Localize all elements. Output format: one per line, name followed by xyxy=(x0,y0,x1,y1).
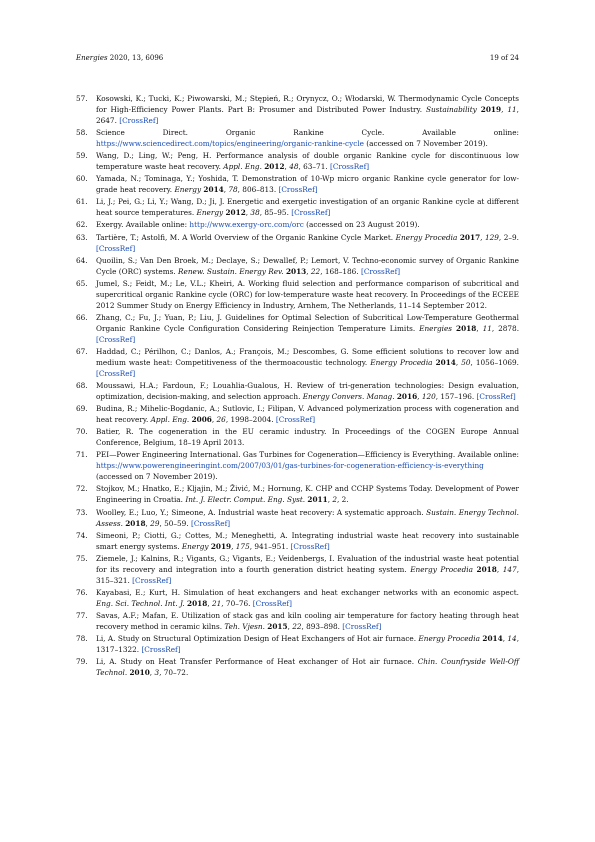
reference-source: Energy xyxy=(181,541,209,551)
reference-source: 120 xyxy=(421,392,436,402)
reference-text: Quoilin, S.; Van Den Broek, M.; Declaye, S.; Dewallef, P.; Lemort, V. Techno-economic survey of Organic Rankine Cycle (ORC) systems. xyxy=(96,255,519,276)
reference-item xyxy=(76,232,519,254)
reference-number: 59. xyxy=(76,151,88,161)
reference-text: , xyxy=(502,633,508,643)
reference-source: 22 xyxy=(292,621,302,631)
reference-number: 76. xyxy=(76,587,88,597)
reference-text: , xyxy=(306,266,311,276)
reference-text: (accessed on 7 November 2019). xyxy=(363,139,488,149)
reference-text: , xyxy=(145,518,151,528)
reference-item xyxy=(76,403,519,425)
journal-citation xyxy=(76,54,163,62)
reference-list xyxy=(76,93,519,679)
reference-item xyxy=(76,312,519,345)
reference-item xyxy=(76,426,519,448)
reference-number: 58. xyxy=(76,128,88,138)
reference-source: Energy xyxy=(196,208,224,218)
reference-source: Energy Procedia xyxy=(410,564,473,574)
reference-year: 2016 xyxy=(396,392,418,402)
reference-item xyxy=(76,173,519,195)
reference-number: 57. xyxy=(76,94,88,103)
reference-text: , 1998–2004. xyxy=(225,415,276,425)
reference-number: 66. xyxy=(76,312,88,322)
reference-number: 60. xyxy=(76,174,88,184)
crossref-link[interactable]: [CrossRef] xyxy=(476,392,516,402)
reference-text: , 1317–1322. xyxy=(96,633,520,654)
reference-text: , 1056–1069. xyxy=(470,357,519,367)
reference-text: Jumel, S.; Feidt, M.; Le, V.L.; Kheiri, A. Working fluid selection and performance comparison of subcritical and supercritical organic Rankine cycle (ORC) for low-temperature waste heat recovery. In Proceedings of the ECEEE 2012 Summer Study on Energy Efficiency in Industry, Arnhem, The Netherlands, 11–14 September 2012. xyxy=(96,278,519,310)
reference-source: Energy Convers. Manag. xyxy=(302,392,395,402)
reference-number: 65. xyxy=(76,278,88,288)
reference-year: 2006 xyxy=(191,415,212,425)
reference-item xyxy=(76,587,519,609)
reference-number: 64. xyxy=(76,255,88,265)
reference-number: 68. xyxy=(76,381,88,391)
reference-source: Int. J. Electr. Comput. Eng. Syst. xyxy=(185,495,306,505)
journal-name: Energies xyxy=(76,54,108,62)
reference-text: , xyxy=(455,357,462,367)
crossref-link[interactable]: [CrossRef] xyxy=(275,415,316,425)
crossref-link[interactable]: [CrossRef] xyxy=(141,644,181,654)
reference-year: 2010 xyxy=(129,668,150,678)
reference-text: Science Direct. Organic Rankine Cycle. Available online: xyxy=(96,128,519,138)
reference-source: 21 xyxy=(211,598,222,608)
reference-text: PEI—Power Engineering International. Gas Turbines for Cogeneration—Efficiency is Everything. Available online: xyxy=(96,450,519,460)
reference-number: 70. xyxy=(76,427,88,437)
reference-source: 129 xyxy=(484,232,499,242)
crossref-link[interactable]: [CrossRef] xyxy=(96,243,136,253)
reference-source: Energy Procedia xyxy=(418,633,480,643)
reference-item xyxy=(76,530,519,552)
crossref-link[interactable]: [CrossRef] xyxy=(252,598,292,608)
reference-source: 11 xyxy=(507,105,517,114)
reference-text: , xyxy=(476,323,483,333)
reference-text: Exergy. Available online: xyxy=(96,220,190,230)
crossref-link[interactable]: [CrossRef] xyxy=(342,621,382,631)
reference-text: Wang, D.; Ling, W.; Peng, H. Performance analysis of double organic Rankine cycle for discontinuous low temperature waste heat recovery. xyxy=(96,151,519,172)
reference-text: , xyxy=(211,415,217,425)
reference-source: Chin. Counfryside Well-Off Technol. xyxy=(96,657,519,678)
reference-text: , 168–186. xyxy=(320,266,361,276)
reference-item xyxy=(76,553,519,586)
reference-year: 2015 xyxy=(267,621,288,631)
reference-number: 67. xyxy=(76,346,88,356)
reference-source: 14 xyxy=(507,633,517,643)
page-number: 19 of 24 xyxy=(489,54,519,62)
reference-text: Budina, R.; Mihelic-Bogdanic, A.; Sutlovic, I.; Filipan, V. Advanced polymerization process with cogeneration and heat recovery. xyxy=(96,404,519,425)
reference-text: (accessed on 7 November 2019). xyxy=(96,472,218,482)
reference-source: Appl. Eng. xyxy=(223,162,262,172)
reference-item xyxy=(76,610,519,632)
reference-year: 2019 xyxy=(480,105,502,114)
journal-volume: 2020, 13, 6096 xyxy=(107,54,164,62)
crossref-link[interactable]: [CrossRef] xyxy=(360,266,401,276)
reference-text: , 63–71. xyxy=(298,162,330,172)
reference-year: 2017 xyxy=(459,232,481,242)
reference-text: Moussawi, H.A.; Fardoun, F.; Louahlia-Gualous, H. Review of tri-generation technologies: Design evaluation, optimization, decision-making, and selection approach. xyxy=(96,381,519,402)
url-link[interactable]: https://www.sciencedirect.com/topics/engineering/organic-rankine-cycle xyxy=(96,139,364,149)
reference-text: , xyxy=(231,541,236,551)
reference-number: 78. xyxy=(76,633,88,643)
reference-source: 147 xyxy=(502,564,517,574)
page-header xyxy=(76,54,519,62)
reference-text: Yamada, N.; Tominaga, Y.; Yoshida, T. Demonstration of 10-Wp micro organic Rankine cycle generator for low-grade heat recovery. xyxy=(96,174,519,195)
reference-year: 2018 xyxy=(125,518,146,528)
crossref-link[interactable]: [CrossRef] xyxy=(278,185,318,195)
reference-item xyxy=(76,346,519,379)
reference-text: , 893–898. xyxy=(301,621,343,631)
reference-number: 77. xyxy=(76,610,88,620)
reference-year: 2018 xyxy=(187,598,208,608)
reference-number: 79. xyxy=(76,657,88,667)
reference-item xyxy=(76,255,519,277)
reference-text: , xyxy=(327,495,333,505)
reference-source: Sustain. Energy Technol. Assess. xyxy=(96,507,519,528)
reference-item xyxy=(76,633,519,655)
reference-item xyxy=(76,219,519,230)
crossref-link[interactable]: [CrossRef] xyxy=(290,541,330,551)
reference-text: Kayabasi, E.; Kurt, H. Simulation of heat exchangers and heat exchanger networks with an economic aspect. xyxy=(96,587,519,597)
reference-text: , 2878. xyxy=(491,323,520,333)
reference-text: , 85–95. xyxy=(259,208,292,218)
reference-text: , xyxy=(501,105,508,114)
reference-text: Woolley, E.; Luo, Y.; Simeone, A. Industrial waste heat recovery: A systematic approach. xyxy=(96,507,427,517)
reference-year: 2014 xyxy=(203,185,224,195)
reference-number: 62. xyxy=(76,220,88,230)
reference-text: , 50–59. xyxy=(159,518,191,528)
reference-item xyxy=(76,507,519,529)
reference-item xyxy=(76,127,519,149)
reference-number: 72. xyxy=(76,484,88,494)
reference-number: 69. xyxy=(76,404,88,414)
reference-year: 2019 xyxy=(210,541,232,551)
reference-number: 61. xyxy=(76,197,88,207)
reference-text: , 315–321. xyxy=(96,564,520,585)
reference-source: 175 xyxy=(235,541,250,551)
crossref-link[interactable]: [CrossRef] xyxy=(329,162,370,172)
reference-source: Teh. Vjesn. xyxy=(224,621,265,631)
url-link[interactable]: http://www.exergy-orc.com/orc xyxy=(189,220,304,230)
reference-year: 2012 xyxy=(225,208,246,218)
reference-number: 75. xyxy=(76,553,88,563)
reference-year: 2013 xyxy=(285,266,307,276)
reference-text: Simeoni, P.; Ciotti, G.; Cottes, M.; Meneghetti, A. Integrating industrial waste heat recovery into sustainable smart energy systems. xyxy=(96,530,519,551)
reference-source: 3 xyxy=(154,668,160,678)
reference-text: Haddad, C.; Périlhon, C.; Danlos, A.; François, M.; Descombes, G. Some efficient solutions to recover low and medium waste heat: Competitiveness of the thermoacoustic technology. xyxy=(96,346,519,367)
reference-item xyxy=(76,93,519,126)
reference-year: 2018 xyxy=(476,564,497,574)
reference-text: , 70–72. xyxy=(159,668,189,678)
reference-number: 63. xyxy=(76,232,88,242)
reference-text: Li, A. Study on Structural Optimization Design of Heat Exchangers of Hot air furnace. xyxy=(96,633,419,643)
reference-source: Renew. Sustain. Energy Rev. xyxy=(178,266,284,276)
reference-year: 2014 xyxy=(435,357,456,367)
crossref-link[interactable]: [CrossRef] xyxy=(119,116,159,125)
reference-source: Energy xyxy=(174,185,202,195)
reference-source: Energy Procedia xyxy=(395,232,458,242)
reference-source: Eng. Sci. Technol. Int. J. xyxy=(96,598,185,608)
reference-text: Ziemele, J.; Kalnins, R.; Vigants, G.; Vigants, E.; Veidenbergs, I. Evaluation of the industrial waste heat potential for its recovery and integration into a fourth generation district heating system. xyxy=(96,553,519,574)
reference-number: 74. xyxy=(76,530,88,540)
crossref-link[interactable]: [CrossRef] xyxy=(190,518,231,528)
reference-text: , xyxy=(287,621,293,631)
reference-text: (accessed on 23 August 2019). xyxy=(303,220,420,230)
reference-text: Li, A. Study on Heat Transfer Performance of Heat exchanger of Hot air furnace. xyxy=(96,657,418,667)
reference-text: Savas, A.F.; Mafan, E. Utilization of stack gas and kiln cooling air temperature for factory heating through heat recovery method in ceramic kilns. xyxy=(96,610,519,631)
reference-source: Energy Procedia xyxy=(370,357,433,367)
reference-year: 2012 xyxy=(264,162,285,172)
reference-text: Stojkov, M.; Hnatko, E.; Kljajin, M.; Živić, M.; Hornung, K. CHP and CCHP Systems Today. Development of Power Engineering in Croatia. xyxy=(96,484,519,505)
reference-item xyxy=(76,483,519,505)
reference-year: 2014 xyxy=(482,633,503,643)
reference-source: Energies xyxy=(419,323,453,333)
reference-text: , xyxy=(480,232,485,242)
reference-text: , 941–951. xyxy=(249,541,291,551)
reference-item xyxy=(76,278,519,311)
reference-item xyxy=(76,449,519,482)
reference-text: , xyxy=(149,668,155,678)
reference-text: , 2647. xyxy=(96,105,519,125)
reference-text: , 2. xyxy=(337,495,349,505)
reference-year: 2011 xyxy=(307,495,328,505)
reference-year: 2018 xyxy=(456,323,477,333)
reference-number: 71. xyxy=(76,450,88,460)
crossref-link[interactable]: [CrossRef] xyxy=(132,575,172,585)
reference-text: , 2–9. xyxy=(498,232,520,242)
reference-text: , xyxy=(417,392,422,402)
reference-source: 29 xyxy=(150,518,160,528)
reference-text: Zhang, C.; Fu, J.; Yuan, P.; Liu, J. Guidelines for Optimal Selection of Subcritical Low-Temperature Geothermal Organic Rankine Cycle Configuration Considering Reinjection Temperature Limits. xyxy=(96,312,519,333)
reference-text: , 70–76. xyxy=(221,598,253,608)
reference-text: Li, J.; Pei, G.; Li, Y.; Wang, D.; Ji, J. Energetic and exergetic investigation of an organic Rankine cycle at different heat source temperatures. xyxy=(96,197,519,218)
reference-item xyxy=(76,150,519,172)
reference-text: Batier, R. The cogeneration in the EU ceramic industry. In Proceedings of the COGEN Europe Annual Conference, Belgium, 18–19 April 2013. xyxy=(96,427,519,448)
reference-source: Appl. Eng. xyxy=(150,415,190,425)
reference-source: 22 xyxy=(310,266,321,276)
reference-source: 78 xyxy=(228,185,238,195)
reference-source: 26 xyxy=(216,415,226,425)
reference-source: 2 xyxy=(332,495,338,505)
reference-item xyxy=(76,380,519,402)
reference-source: Sustainability xyxy=(425,105,477,114)
reference-text: , xyxy=(223,185,229,195)
reference-text: , xyxy=(207,598,212,608)
reference-text: Tartière, T.; Astolfi, M. A World Overview of the Organic Rankine Cycle Market. xyxy=(96,232,396,242)
url-link[interactable]: https://www.powerengineeringint.com/2007/03/01/gas-turbines-for-cogeneration-efficiency-is-everything xyxy=(96,461,484,471)
reference-source: 48 xyxy=(289,162,299,172)
reference-number: 73. xyxy=(76,507,88,517)
crossref-link[interactable]: [CrossRef] xyxy=(291,208,331,218)
reference-text: , xyxy=(245,208,251,218)
reference-text: , xyxy=(284,162,290,172)
reference-source: 11 xyxy=(482,323,492,333)
reference-item xyxy=(76,656,519,678)
reference-text: , 806–813. xyxy=(237,185,279,195)
reference-item xyxy=(76,196,519,218)
reference-text: Kosowski, K.; Tucki, K.; Piwowarski, M.; Stępień, R.; Orynycz, O.; Włodarski, W. Thermodynamic Cycle Concepts for High-Efficiency Power Plants. Part B: Prosumer and Distributed Power Industry. xyxy=(96,94,519,114)
reference-source: 50 xyxy=(461,357,471,367)
reference-text: , xyxy=(496,564,503,574)
crossref-link[interactable]: [CrossRef] xyxy=(96,334,136,344)
crossref-link[interactable]: [CrossRef] xyxy=(96,368,136,378)
reference-text: , 157–196. xyxy=(435,392,477,402)
reference-source: 38 xyxy=(250,208,260,218)
